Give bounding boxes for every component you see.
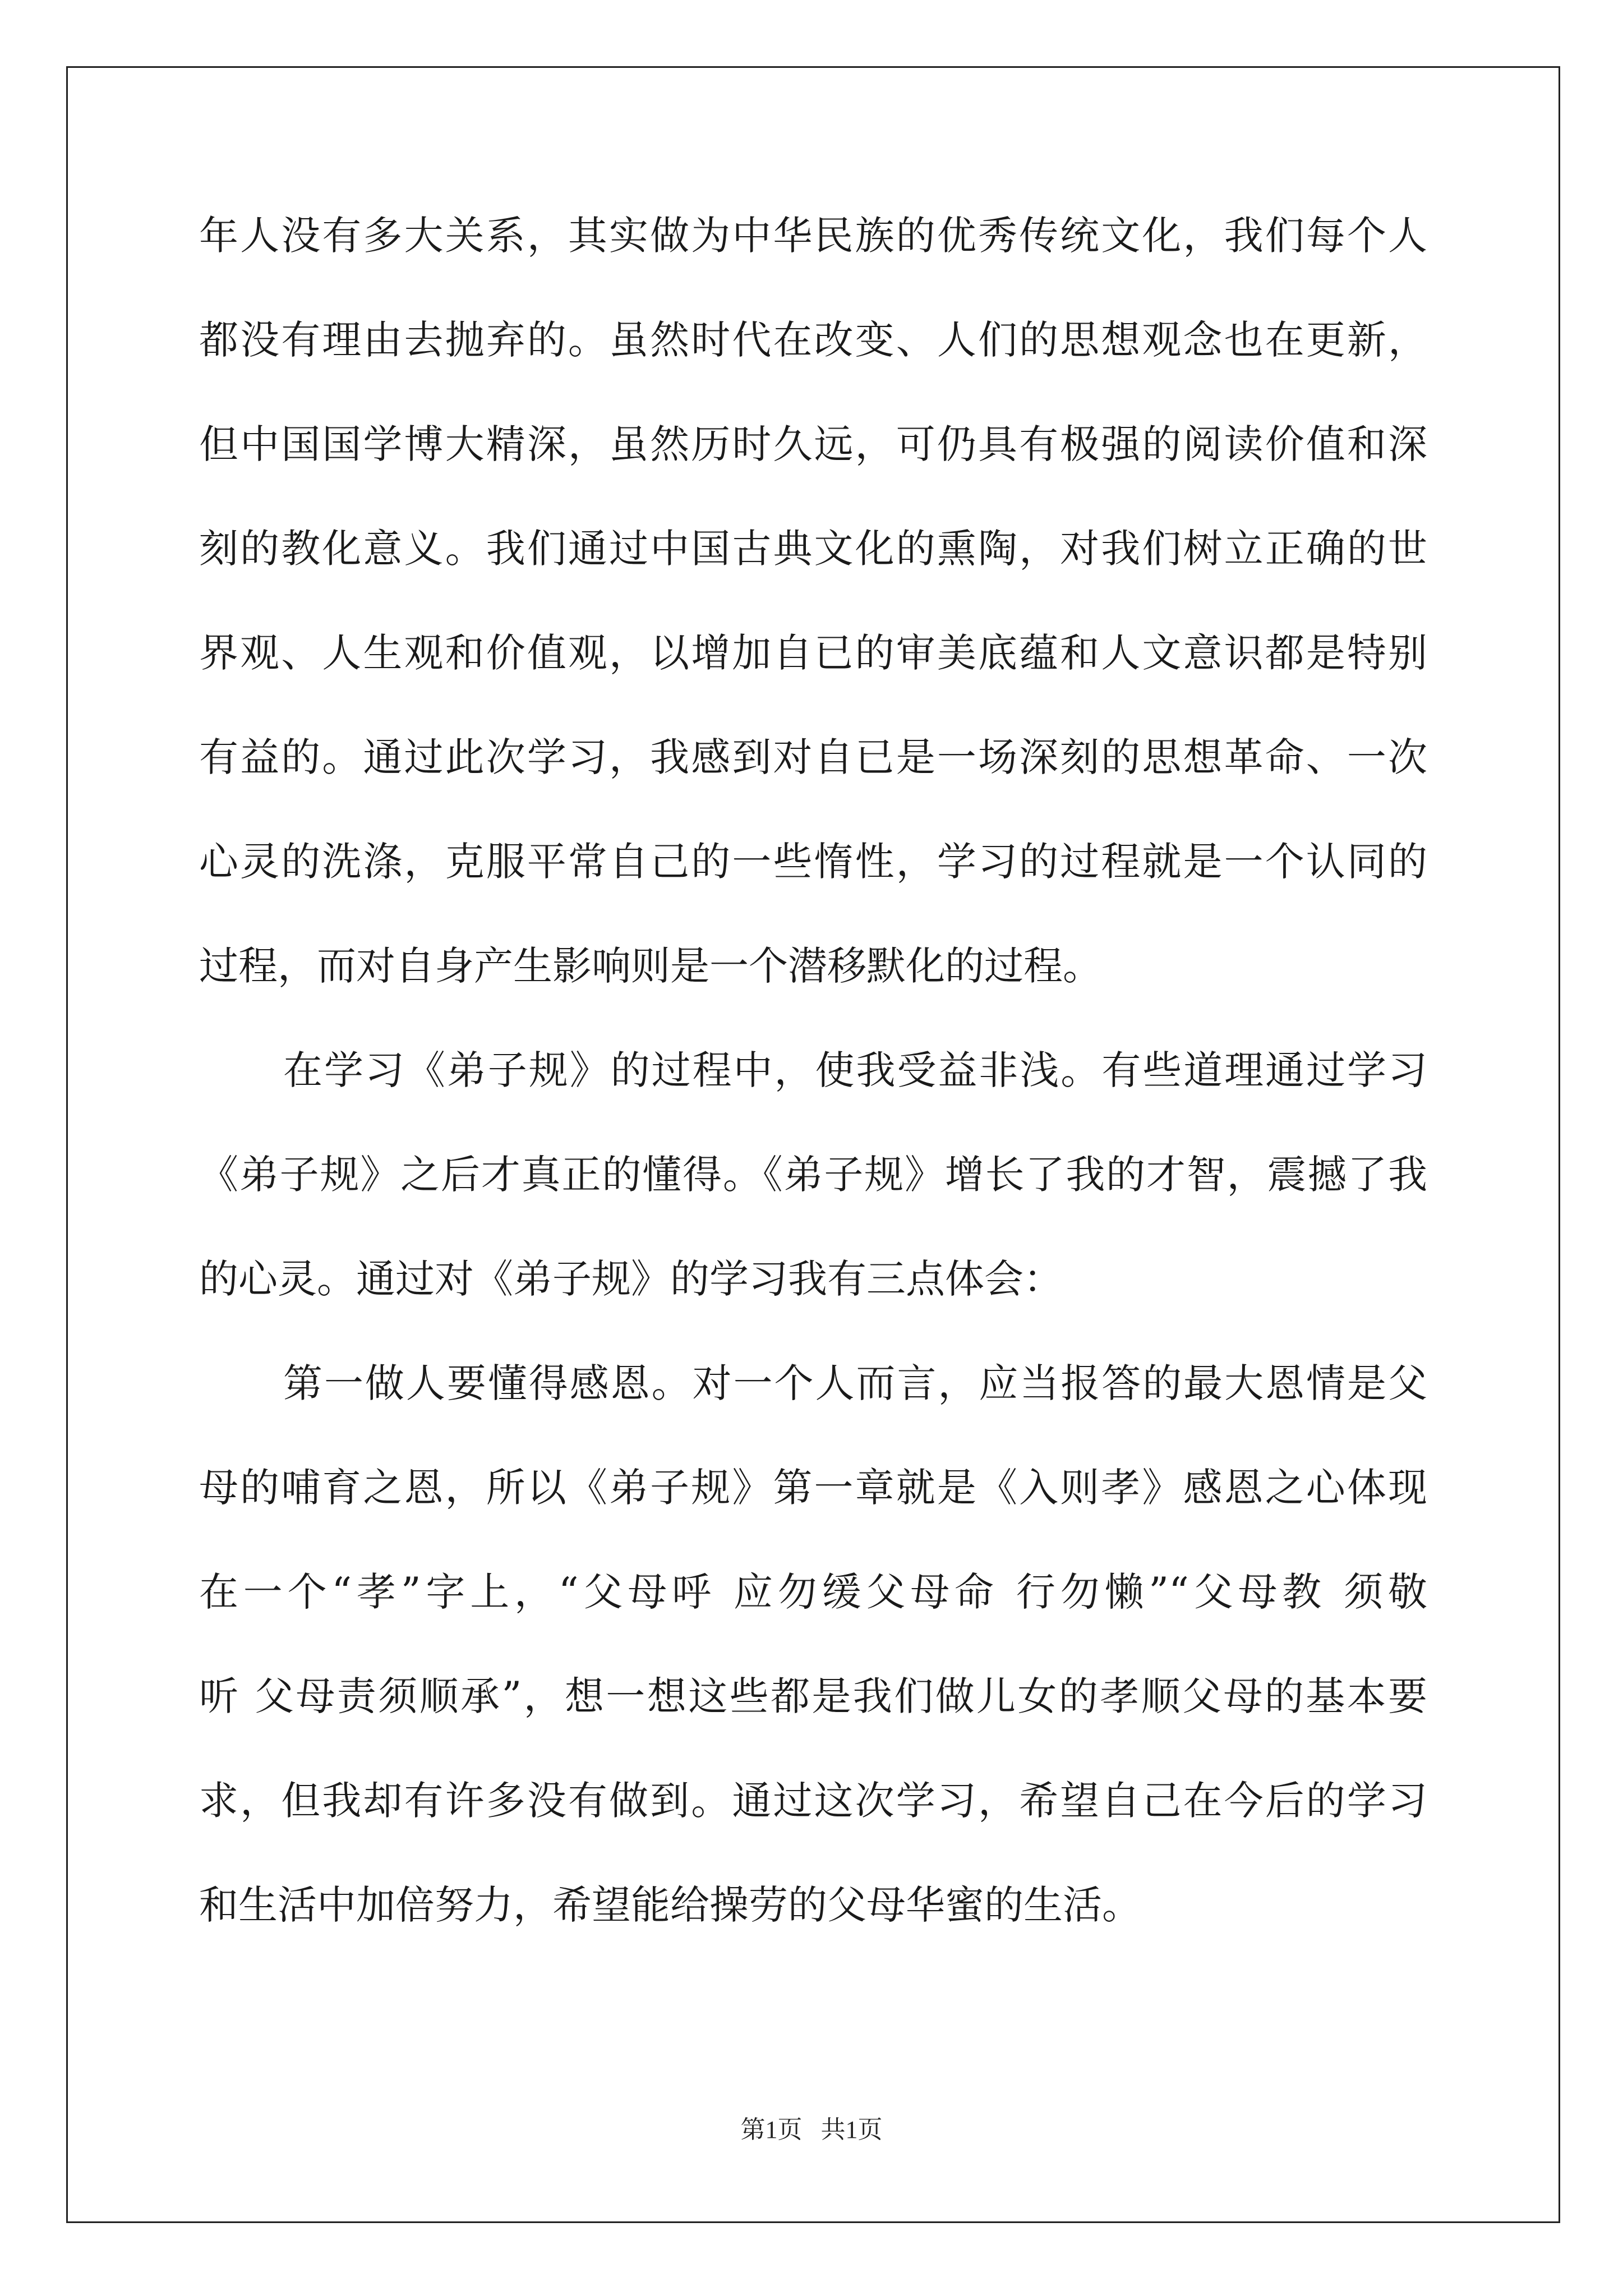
paragraph bbox=[199, 208, 1427, 1042]
document-body bbox=[199, 208, 1427, 1981]
text-line: 求，但我却有许多没有做到。通过这次学习，希望自己在今后的学习 bbox=[199, 1778, 1427, 1824]
text-line: 《弟子规》之后才真正的懂得。《弟子规》增长了我的才智，震撼了我 bbox=[199, 1152, 1427, 1198]
text-line: 心灵的洗涤，克服平常自己的一些惰性，学习的过程就是一个认同的 bbox=[199, 839, 1427, 885]
text-line: 有益的。通过此次学习，我感到对自已是一场深刻的思想革命、一次 bbox=[199, 734, 1427, 780]
text-line: 和生活中加倍努力，希望能给操劳的父母华蜜的生活。 bbox=[199, 1882, 1141, 1928]
text-line: 刻的教化意义。我们通过中国古典文化的熏陶，对我们树立正确的世 bbox=[199, 526, 1427, 572]
text-line: 但中国国学博大精深，虽然历时久远，可仍具有极强的阅读价值和深 bbox=[199, 421, 1427, 467]
text-line: 母的哺育之恩，所以《弟子规》第一章就是《入则孝》感恩之心体现 bbox=[199, 1465, 1427, 1511]
text-line: 界观、人生观和价值观，以增加自已的审美底蕴和人文意识都是特别 bbox=[199, 630, 1427, 676]
text-line: 年人没有多大关系，其实做为中华民族的优秀传统文化，我们每个人 bbox=[199, 213, 1427, 259]
text-line: 在一个“孝”字上，“父母呼 应勿缓父母命 行勿懒”“父母教 须敬 bbox=[199, 1569, 1427, 1615]
text-line: 在学习《弟子规》的过程中，使我受益非浅。有些道理通过学习 bbox=[283, 1047, 1427, 1093]
text-line: 第一做人要懂得感恩。对一个人而言，应当报答的最大恩情是父 bbox=[283, 1360, 1427, 1406]
text-line: 过程，而对自身产生影响则是一个潜移默化的过程。 bbox=[199, 943, 1102, 989]
paragraph bbox=[199, 1042, 1427, 1355]
paragraph bbox=[199, 1355, 1427, 1981]
text-line: 的心灵。通过对《弟子规》的学习我有三点体会： bbox=[199, 1256, 1063, 1302]
page-number-footer: 第1页 共1页 bbox=[740, 2116, 883, 2143]
text-line: 都没有理由去抛弃的。虽然时代在改变、人们的思想观念也在更新， bbox=[199, 317, 1427, 363]
text-line: 听 父母责须顺承”，想一想这些都是我们做儿女的孝顺父母的基本要 bbox=[199, 1673, 1427, 1719]
